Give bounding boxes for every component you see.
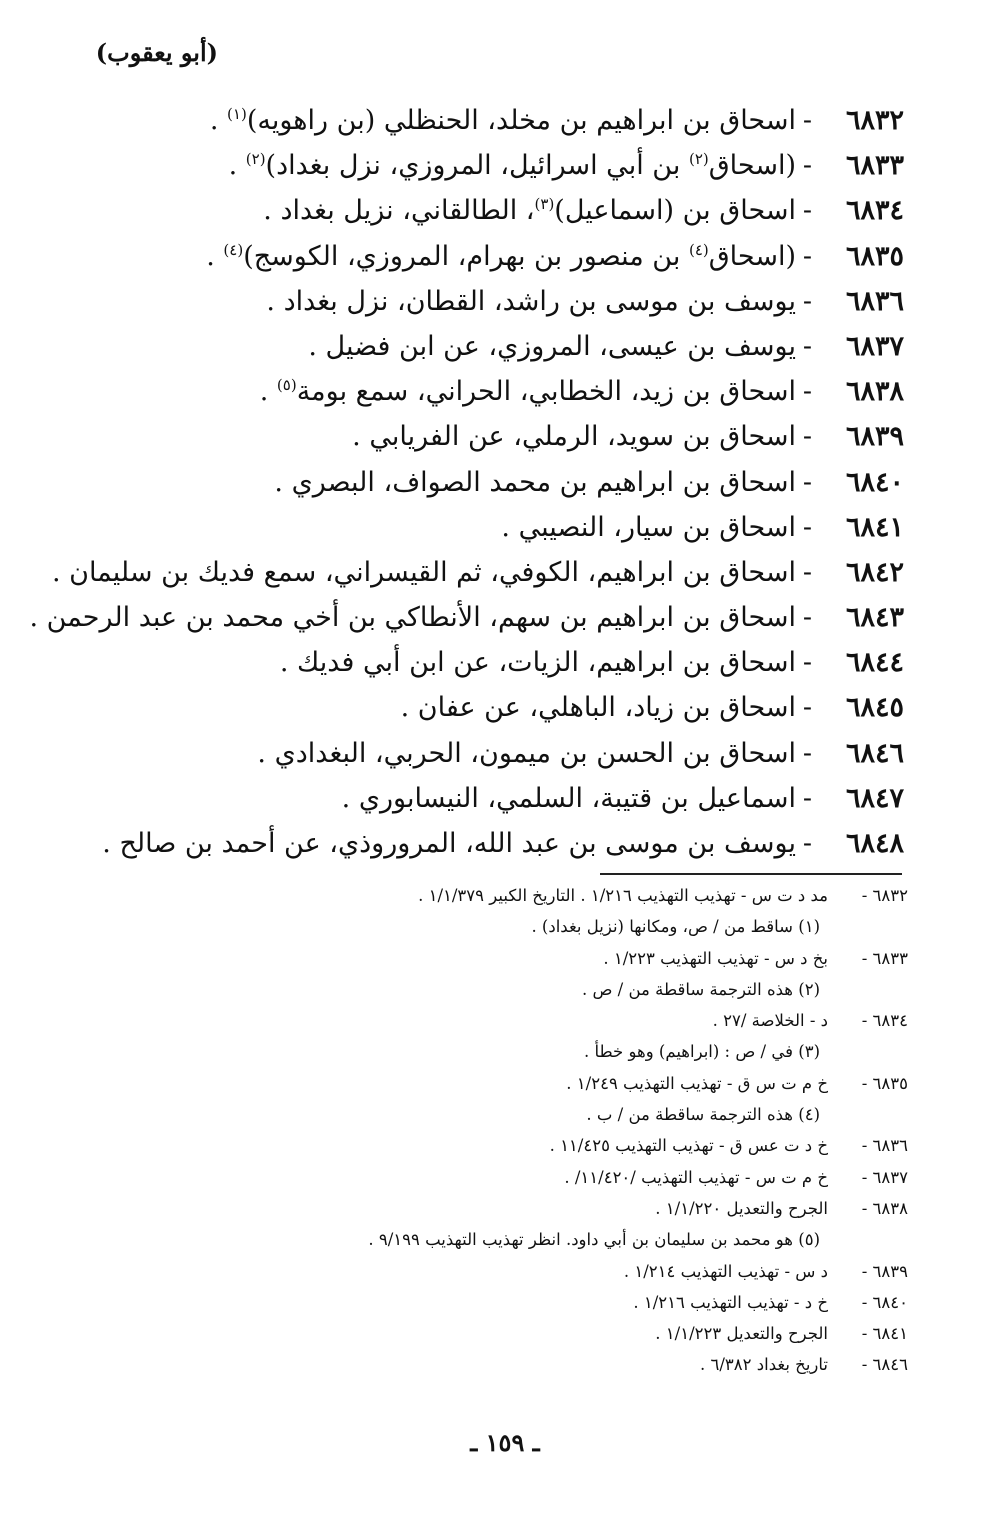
entry-end: .: [308, 330, 317, 362]
entry-text: (اسحاق: [708, 240, 796, 272]
footnote-marker: (٢): [688, 150, 709, 169]
footnote-row: [188, 880, 908, 911]
footnote-entry-number: ٦٨٣٣ -: [861, 948, 908, 968]
entry-number: ٦٨٤٠: [845, 466, 904, 498]
entry-end: .: [263, 195, 272, 227]
entry-dash: -: [802, 511, 812, 543]
entry-end: .: [352, 421, 361, 453]
running-head: (أبو يعقوب): [95, 38, 218, 67]
footnote-row: [188, 1287, 908, 1318]
entry: [104, 369, 904, 414]
footnote-entry-number: ٦٨٤٠ -: [861, 1292, 908, 1312]
entry-text: (اسحاق: [708, 150, 796, 182]
footnote-text: د س - تهذيب التهذيب ١/٢١٤ .: [623, 1261, 828, 1281]
footnote-row: [188, 911, 908, 942]
entry-text: اسحاق بن الحسن بن ميمون، الحربي، البغدادي: [274, 737, 796, 769]
entry-end: .: [29, 602, 39, 634]
entry: [104, 188, 904, 233]
footnote-list: [188, 880, 908, 1381]
entry-text: اسحاق بن زيد، الخطابي، الحراني، سمع بومة: [296, 376, 796, 408]
entry-dash: -: [802, 376, 812, 408]
footnote-text: د - الخلاصة /٢٧ .: [712, 1011, 828, 1031]
entry-number: ٦٨٤٣: [845, 602, 904, 634]
entry-number: ٦٨٤١: [845, 511, 904, 543]
entry-end: .: [259, 376, 269, 408]
entry-dash: -: [802, 421, 812, 453]
entry: [104, 324, 904, 369]
entry-dash: -: [802, 737, 812, 769]
footnote-row: [188, 1318, 908, 1349]
footnote-row: [188, 1005, 908, 1036]
entry-dash: -: [802, 692, 812, 724]
entry: [104, 776, 904, 821]
footnote-row: [188, 1130, 908, 1161]
entry-number: ٦٨٤٨: [845, 828, 904, 859]
footnote-entry-number: ٦٨٣٤ -: [861, 1011, 908, 1031]
entry-end: .: [51, 556, 61, 588]
footnote-text: بخ د س - تهذيب التهذيب ١/٢٢٣ .: [603, 948, 828, 968]
footnote-text: خ د ت عس ق - تهذيب التهذيب ١١/٤٢٥ .: [549, 1136, 828, 1156]
footnote-text: (١) ساقط من / ص، ومكانها (نزيل بغداد) .: [531, 917, 820, 937]
footnote-row: [188, 974, 908, 1005]
entry-text: اسحاق بن زياد، الباهلي، عن عفان: [417, 692, 796, 724]
footnote-marker: (٢): [245, 150, 266, 169]
entry-end: .: [102, 828, 111, 859]
entry-number: ٦٨٤٤: [845, 647, 904, 679]
footnote-entry-number: ٦٨٤٦ -: [861, 1355, 908, 1375]
footnote-entry-number: ٦٨٣٩ -: [861, 1261, 908, 1281]
entry-end: .: [274, 466, 283, 498]
entry: [104, 98, 904, 143]
entry-number: ٦٨٤٥: [845, 692, 904, 724]
footnote-marker: (٣): [534, 195, 555, 214]
footnote-row: [188, 1193, 908, 1224]
footnote-text: (٥) هو محمد بن سليمان بن أبي داود. انظر تهذيب التهذيب ٩/١٩٩ .: [368, 1230, 820, 1250]
entry-end: .: [501, 511, 511, 543]
footnote-text: (٢) هذه الترجمة ساقطة من / ص .: [581, 979, 820, 999]
entry-text: اسحاق بن ابراهيم، الزيات، عن ابن أبي فديك: [297, 647, 796, 679]
entry-number: ٦٨٣٢: [845, 105, 904, 136]
entry-dash: -: [802, 195, 812, 227]
entry-end: .: [228, 150, 238, 182]
entry-text-continued: بن منصور بن بهرام، المروزي، الكوسج): [243, 240, 689, 272]
footnote-text: تاريخ بغداد ٦/٣٨٢ .: [700, 1355, 828, 1375]
footnote-separator: [600, 873, 902, 875]
entry-text: اسحاق بن ابراهيم بن سهم، الأنطاكي بن أخي محمد بن عبد الرحمن: [46, 602, 796, 634]
entry-dash: -: [802, 285, 812, 317]
footnote-row: [188, 1224, 908, 1255]
footnote-marker: (٤): [688, 240, 709, 259]
footnote-text: الجرح والتعديل ١/١/٢٢٣ .: [655, 1324, 828, 1344]
entry-dash: -: [802, 240, 812, 272]
entry-number: ٦٨٤٢: [845, 556, 904, 588]
footnote-entry-number: ٦٨٣٦ -: [861, 1136, 908, 1156]
entry-dash: -: [802, 556, 812, 588]
entry-dash: -: [802, 647, 812, 679]
entry: [104, 279, 904, 324]
footnote-text: (٣) في / ص : (ابراهيم) وهو خطأ .: [583, 1042, 820, 1062]
entry-text: اسحاق بن ابراهيم بن محمد الصواف، البصري: [291, 466, 796, 498]
entry-number: ٦٨٤٦: [845, 737, 904, 769]
footnote-text: خ م ت س ق - تهذيب التهذيب ١/٢٤٩ .: [566, 1073, 828, 1093]
footnote-row: [188, 1349, 908, 1380]
entry-dash: -: [802, 602, 812, 634]
entry: [104, 143, 904, 188]
footnote-text: مد د ت س - تهذيب التهذيب ١/٢١٦ . التاريخ الكبير ١/١/٣٧٩ .: [418, 886, 828, 905]
entry-number: ٦٨٣٧: [845, 330, 904, 362]
footnote-marker: (٤): [223, 240, 244, 259]
entry-text: اسحاق بن سيار، النصيبي: [518, 511, 796, 543]
entry-text: يوسف بن موسى بن عبد الله، المروروذي، عن أحمد بن صالح: [119, 828, 796, 859]
entry-dash: -: [802, 782, 812, 814]
entry-number: ٦٨٣٤: [845, 195, 904, 227]
entry: [104, 685, 904, 730]
entry-dash: -: [802, 828, 812, 859]
entry-number: ٦٨٣٨: [845, 376, 904, 408]
footnote-entry-number: ٦٨٣٥ -: [861, 1073, 908, 1093]
entry: [104, 821, 904, 866]
entry-dash: -: [802, 330, 812, 362]
footnote-row: [188, 1068, 908, 1099]
entry-dash: -: [802, 466, 812, 498]
entry-list: [29, 98, 904, 866]
footnote-marker: (١): [227, 105, 247, 123]
footnote-text: خ م ت س - تهذيب التهذيب /١١/٤٢٠/ .: [564, 1167, 828, 1187]
entry-text-continued: بن أبي اسرائيل، المروزي، نزل بغداد): [265, 150, 689, 182]
footnote-entry-number: ٦٨٣٨ -: [861, 1198, 908, 1218]
footnote-entry-number: ٦٨٣٢ -: [861, 886, 908, 905]
entry-end: .: [266, 285, 275, 317]
entry-text: يوسف بن موسى بن راشد، القطان، نزل بغداد: [283, 285, 796, 317]
footnote-row: [188, 943, 908, 974]
footnote-row: [188, 1256, 908, 1287]
footnote-marker: (٥): [276, 376, 297, 395]
entry-text: اسحاق بن ابراهيم بن مخلد، الحنظلي (بن راهويه): [246, 105, 796, 136]
entry: [104, 505, 904, 550]
entry-end: .: [279, 647, 289, 679]
entry-end: .: [400, 692, 410, 724]
entry-number: ٦٨٣٥: [845, 240, 904, 272]
entry-number: ٦٨٤٧: [845, 782, 904, 814]
footnote-entry-number: ٦٨٣٧ -: [861, 1167, 908, 1187]
entry: [104, 414, 904, 459]
entry-text: اسماعيل بن قتيبة، السلمي، النيسابوري: [358, 782, 796, 814]
footnote-row: [188, 1036, 908, 1067]
entry-number: ٦٨٣٩: [845, 421, 904, 453]
entry: [104, 234, 904, 279]
footnote-entry-number: ٦٨٤١ -: [861, 1324, 908, 1344]
entry-end: .: [206, 240, 215, 272]
footnote-row: [188, 1162, 908, 1193]
footnote-text: (٤) هذه الترجمة ساقطة من / ب .: [586, 1105, 820, 1125]
entry-number: ٦٨٣٣: [845, 150, 904, 182]
entry-text: يوسف بن عيسى، المروزي، عن ابن فضيل: [325, 330, 796, 362]
entry-text-continued: ، الطالقاني، نزيل بغداد: [280, 195, 535, 227]
entry-text: اسحاق بن (اسماعيل): [554, 195, 796, 227]
entry-dash: -: [802, 105, 812, 136]
entry-dash: -: [802, 150, 812, 182]
footnote-text: الجرح والتعديل ١/١/٢٢٠ .: [655, 1198, 828, 1218]
entry-text: اسحاق بن ابراهيم، الكوفي، ثم القيسراني، سمع فديك بن سليمان: [69, 556, 796, 588]
entry: [104, 460, 904, 505]
entry-text: اسحاق بن سويد، الرملي، عن الفريابي: [369, 421, 796, 453]
page-number: ـ ١٥٩ ـ: [470, 1428, 540, 1457]
entry-end: .: [341, 782, 351, 814]
entry: [104, 731, 904, 776]
footnote-row: [188, 1099, 908, 1130]
footnote-text: خ د - تهذيب التهذيب ١/٢١٦ .: [633, 1292, 828, 1312]
entry-end: .: [209, 105, 219, 136]
entry-end: .: [257, 737, 267, 769]
entry: [104, 640, 904, 685]
entry: [51, 550, 904, 595]
entry-number: ٦٨٣٦: [845, 285, 904, 317]
entry: [29, 595, 904, 640]
